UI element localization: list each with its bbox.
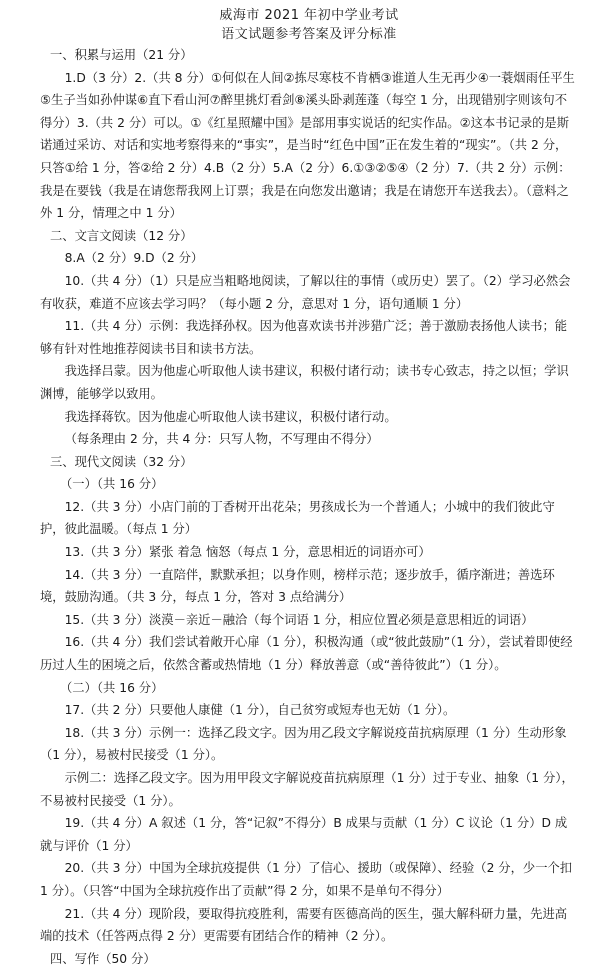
answer-paragraph-19: 19.（共 4 分）A 叙述（1 分，答“记叙”不得分）B 成果与贡献（1 分）C 议论（1 分）D 成就与评价（1 分） bbox=[40, 816, 568, 853]
answer-paragraph-10: 10.（共 4 分）（1）只是应当粗略地阅读，了解以往的事情（或历史）罢了。（2）学习必然会有收获，难道不应该去学习吗？（每小题 2 分，意思对 1 分，语句通顺 1 分） bbox=[40, 273, 571, 311]
answer-paragraph-8-9: 8.A（2 分）9.D（2 分） bbox=[64, 251, 204, 266]
answer-paragraph-20: 20.（共 3 分）中国为全球抗疫提供（1 分）了信心、援助（或保障）、经验（2 分，少一个扣 1 分）。（只答“中国为全球抗疫作出了贡献”得 2 分，如果不是单句不得分） bbox=[40, 861, 573, 898]
section-heading-1: 一、积累与运用（21 分） bbox=[50, 48, 193, 62]
answer-paragraph-1-7: 1.D（3 分）2.（共 8 分）①何似在人间②拣尽寒枝不肯栖③谁道人生无再少④一蓑烟雨任平生⑤生子当如孙仲谋⑥直下看山河⑦醉里挑灯看剑⑧溪头卧剥莲蓬（每空 1 分，出现错别字则该句不得分）3.（共 2 分）可以。①《红星照耀中国》是部用事实说话的纪实作品。②这本书记录的是斯诺通过采访、对话和实地考察得来的“事实”，是当时“红色中国”正在发生着的“现实”。（共 2 分，只答①给 1 分，答②给 2 分）4.B（2 分）5.A（2 分）6.①③②⑤④（2 分）7.（共 2 分）示例：我是在要钱（我是在请您帮我网上订票；我是在向您发出邀请；我是在请您开车送我去）。（意料之外 1 分，情理之中 1 分） bbox=[40, 70, 575, 221]
answer-paragraph-12: 12.（共 3 分）小店门前的丁香树开出花朵；男孩成长为一个普通人；小城中的我们彼此守护，彼此温暖。（每点 1 分） bbox=[40, 499, 555, 537]
section-heading-3: 三、现代文阅读（32 分） bbox=[50, 454, 193, 469]
answer-paragraph-13: 13.（共 3 分）紧张 着急 恼怒（每点 1 分，意思相近的词语亦可） bbox=[64, 545, 431, 560]
section-heading-2: 二、文言文阅读（12 分） bbox=[50, 228, 193, 243]
answer-paragraph-11-scoring: （每条理由 2 分，共 4 分：只写人物，不写理由不得分） bbox=[64, 432, 379, 447]
document-subtitle: 语文试题参考答案及评分标准 bbox=[221, 27, 397, 42]
answer-paragraph-11-lvmeng: 我选择吕蒙。因为他虚心听取他人读书建议，积极付诸行动；读书专心致志，持之以恒；学识渊博，能够学以致用。 bbox=[40, 364, 569, 401]
answer-paragraph-18-example2: 示例二：选择乙段文字。因为用甲段文字解说疫苗抗病原理（1 分）过于专业、抽象（1 分），不易被村民接受（1 分）。 bbox=[40, 771, 574, 808]
answer-paragraph-14: 14.（共 3 分）一直陪伴，默默承担；以身作则，榜样示范；逐步放手，循序渐进；善选环境，鼓励沟通。（共 3 分，每点 1 分，答对 3 点给满分） bbox=[40, 567, 555, 605]
answer-paragraph-11: 11.（共 4 分）示例：我选择孙权。因为他喜欢读书并涉猎广泛；善于激励表扬他人读书；能够有针对性地推荐阅读书目和读书方法。 bbox=[40, 319, 568, 356]
document-title: 威海市 2021 年初中学业考试 bbox=[219, 8, 399, 23]
answer-paragraph-17: 17.（共 2 分）只要他人康健（1 分），自己贫穷或短寿也无妨（1 分）。 bbox=[64, 703, 456, 718]
answer-paragraph-11-jiangqin: 我选择蒋钦。因为他虚心听取他人读书建议，积极付诸行动。 bbox=[64, 409, 397, 424]
answer-paragraph-16: 16.（共 4 分）我们尝试着敞开心扉（1 分），积极沟通（或“彼此鼓励”（1 分），尝试着即使经历过人生的困境之后，依然含蓄或热情地（1 分）释放善意（或“善待彼此”）（1 分）。 bbox=[40, 635, 573, 673]
section-heading-4: 四、写作（50 分） bbox=[50, 951, 156, 966]
answer-paragraph-18: 18.（共 3 分）示例一：选择乙段文字。因为用乙段文字解说疫苗抗病原理（1 分）生动形象（1 分），易被村民接受（1 分）。 bbox=[40, 725, 567, 763]
answer-paragraph-21: 21.（共 4 分）现阶段，要取得抗疫胜利，需要有医德高尚的医生，强大解科研力量，先进高端的技术（任答两点得 2 分）更需要有团结合作的精神（2 分）。 bbox=[40, 906, 568, 944]
subsection-heading-3a: （一）（共 16 分） bbox=[60, 477, 164, 492]
subsection-heading-3b: （二）（共 16 分） bbox=[60, 680, 164, 695]
answer-paragraph-15: 15.（共 3 分）淡漠－亲近－融洽（每个词语 1 分，相应位置必须是意思相近的词语） bbox=[64, 612, 534, 627]
